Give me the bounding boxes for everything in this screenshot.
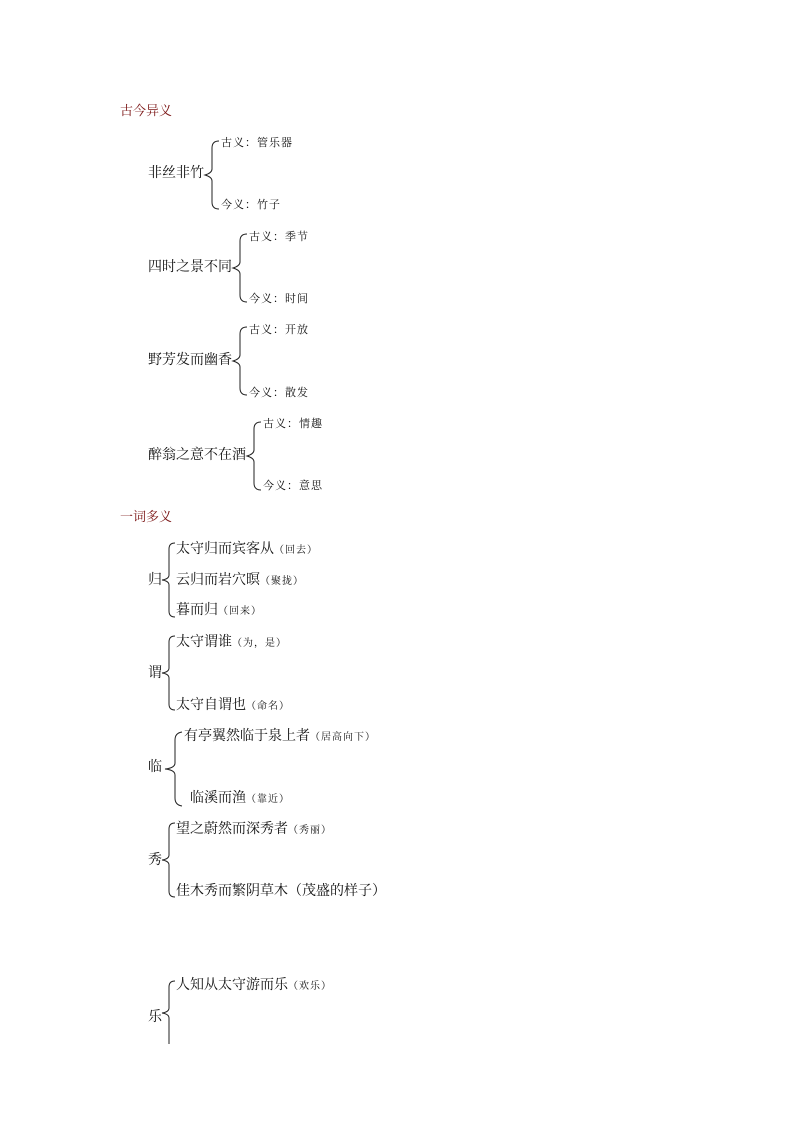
brace-bracket <box>231 233 249 303</box>
example-gloss: 草木（茂盛的样子） <box>260 883 386 899</box>
example-sentence <box>176 978 332 992</box>
brace-bracket <box>203 140 221 210</box>
polysemy-word: 秀 <box>148 852 162 868</box>
example-text: 太守归而宾客从 <box>176 541 274 557</box>
modern-meaning: 今义：竹子 <box>221 198 281 211</box>
example-text: 人知从太守游而乐 <box>176 977 288 993</box>
example-gloss: （回去） <box>274 545 318 556</box>
example-gloss: （命名） <box>246 701 290 712</box>
example-gloss: （秀丽） <box>288 825 332 836</box>
section-heading-polysemy: 一词多义 <box>120 510 173 525</box>
ancient-meaning: 古义：季节 <box>249 230 309 243</box>
example-sentence <box>176 603 262 617</box>
example-gloss: （为，是） <box>232 638 287 649</box>
example-sentence <box>176 635 287 649</box>
example-text: 佳木秀而繁阴 <box>176 883 260 899</box>
brace-bracket <box>160 635 176 711</box>
example-sentence <box>190 791 290 805</box>
example-text: 太守谓谁 <box>176 634 232 650</box>
polysemy-word: 谓 <box>148 665 162 681</box>
example-sentence <box>176 698 290 712</box>
example-sentence <box>176 573 304 587</box>
brace-bracket <box>160 822 176 898</box>
ancient-meaning: 古义：管乐器 <box>221 136 293 149</box>
example-text: 有亭翼然临于泉上者 <box>184 728 310 744</box>
entry-term: 醉翁之意不在酒 <box>148 447 246 463</box>
brace-bracket <box>231 326 249 396</box>
example-gloss: （回来） <box>218 606 262 617</box>
example-sentence <box>176 822 332 836</box>
polysemy-word: 乐 <box>148 1009 162 1025</box>
entry-term: 野芳发而幽香 <box>148 352 232 368</box>
example-sentence <box>176 542 318 556</box>
section-heading-archaic-modern: 古今异义 <box>120 104 173 119</box>
example-text: 云归而岩穴暝 <box>176 572 260 588</box>
brace-bracket <box>160 980 176 1046</box>
polysemy-word: 归 <box>148 572 162 588</box>
example-text: 暮而归 <box>176 602 218 618</box>
entry-term: 四时之景不同 <box>148 259 232 275</box>
modern-meaning: 今义：时间 <box>249 292 309 305</box>
example-text: 太守自谓也 <box>176 697 246 713</box>
example-gloss: （欢乐） <box>288 981 332 992</box>
brace-bracket <box>245 421 263 491</box>
modern-meaning: 今义：散发 <box>249 386 309 399</box>
example-gloss: （居高向下） <box>310 732 376 743</box>
brace-bracket <box>162 731 184 807</box>
example-gloss: （聚拢） <box>260 576 304 587</box>
brace-bracket <box>160 542 176 618</box>
example-text: 临溪而渔 <box>190 790 246 806</box>
example-text: 望之蔚然而深秀者 <box>176 821 288 837</box>
polysemy-word: 临 <box>148 759 162 775</box>
modern-meaning: 今义：意思 <box>263 479 323 492</box>
example-sentence <box>176 884 386 898</box>
example-sentence <box>184 729 376 743</box>
ancient-meaning: 古义：开放 <box>249 323 309 336</box>
example-gloss: （靠近） <box>246 794 290 805</box>
entry-term: 非丝非竹 <box>148 165 204 181</box>
ancient-meaning: 古义：情趣 <box>263 417 323 430</box>
